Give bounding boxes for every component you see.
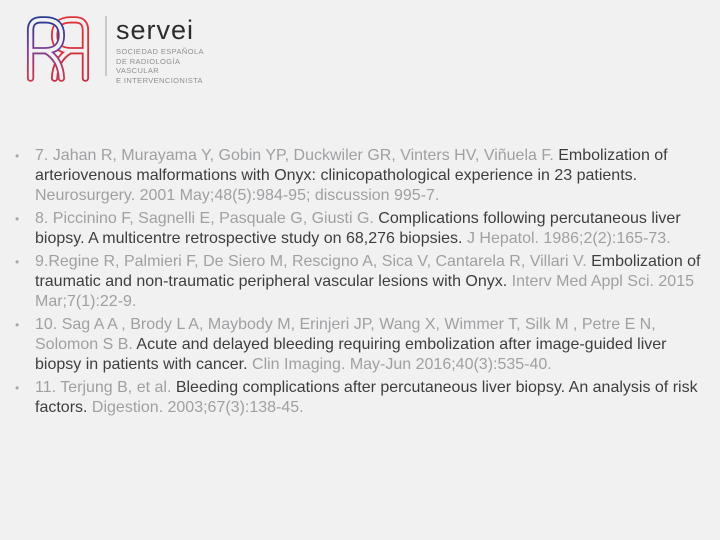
logo-text [116,13,204,85]
reference-segment-dark: Embolization of traumatic and non-traumatic peripheral vascular lesions with Onyx. [35,253,701,290]
reference-item [15,315,709,375]
reference-segment-muted: 11. Terjung B, et al. [35,379,176,396]
reference-segment-dark: Complications following percutaneous liver biopsy. A multicentre retrospective study on 68,276 biopsies. [35,210,681,247]
logo-subtitle-line: DE RADIOLOGÍA [116,56,181,66]
logo [18,13,204,85]
reference-segment-muted: 10. Sag A A , Brody L A, Maybody M, Erinjeri JP, Wang X, Wimmer T, Silk M , Petre E N, Solomon S B. [35,316,656,353]
reference-item [15,252,709,312]
bullet-icon: • [15,255,20,269]
reference-segment-dark: Acute and delayed bleeding requiring embolization after image-guided liver biopsy in patients with cancer. [35,336,667,373]
bullet-icon: • [15,149,20,163]
logo-subtitle-line: VASCULAR [116,66,160,75]
reference-segment-muted: Clin Imaging. May-Jun 2016;40(3):535-40. [247,356,552,373]
reference-segment-muted: 7. Jahan R, Murayama Y, Gobin YP, Duckwiler GR, Vinters HV, Viñuela F. [35,147,559,164]
reference-segment-muted: 8. Piccinino F, Sagnelli E, Pasquale G, Giusti G. [35,210,379,227]
reference-text [35,315,705,375]
reference-segment-dark: Bleeding complications after percutaneous liver biopsy. An analysis of risk factors. [35,379,698,416]
reference-segment-muted: 9.Regine R, Palmieri F, De Siero M, Rescigno A, Sica V, Cantarela R, Villari V. [35,253,592,270]
reference-text [35,378,705,418]
logo-divider [105,16,107,76]
logo-subtitle-line: E INTERVENCIONISTA [116,75,203,85]
double-r-monogram-icon [18,13,98,85]
reference-segment-muted: Neurosurgery. 2001 May;48(5):984-95; discussion 995-7. [35,187,440,204]
reference-text [35,252,705,312]
bullet-icon: • [15,381,20,395]
logo-brand: servei [116,15,195,45]
reference-item [15,378,709,418]
reference-segment-muted: Interv Med Appl Sci. 2015 Mar;7(1):22-9. [35,273,694,310]
reference-item [15,146,709,206]
reference-text [35,146,705,206]
logo-subtitle-line: SOCIEDAD ESPAÑOLA [116,47,204,56]
bullet-icon: • [15,318,20,332]
reference-segment-muted: J Hepatol. 1986;2(2):165-73. [462,230,671,247]
reference-text [35,209,705,249]
references-list [15,146,709,421]
reference-item [15,209,709,249]
reference-segment-dark: Embolization of arteriovenous malformations with Onyx: clinicopathological experience in 23 patients. [35,147,668,184]
bullet-icon: • [15,212,20,226]
reference-segment-muted: Digestion. 2003;67(3):138-45. [87,399,304,416]
logo-subtitle [116,47,204,85]
